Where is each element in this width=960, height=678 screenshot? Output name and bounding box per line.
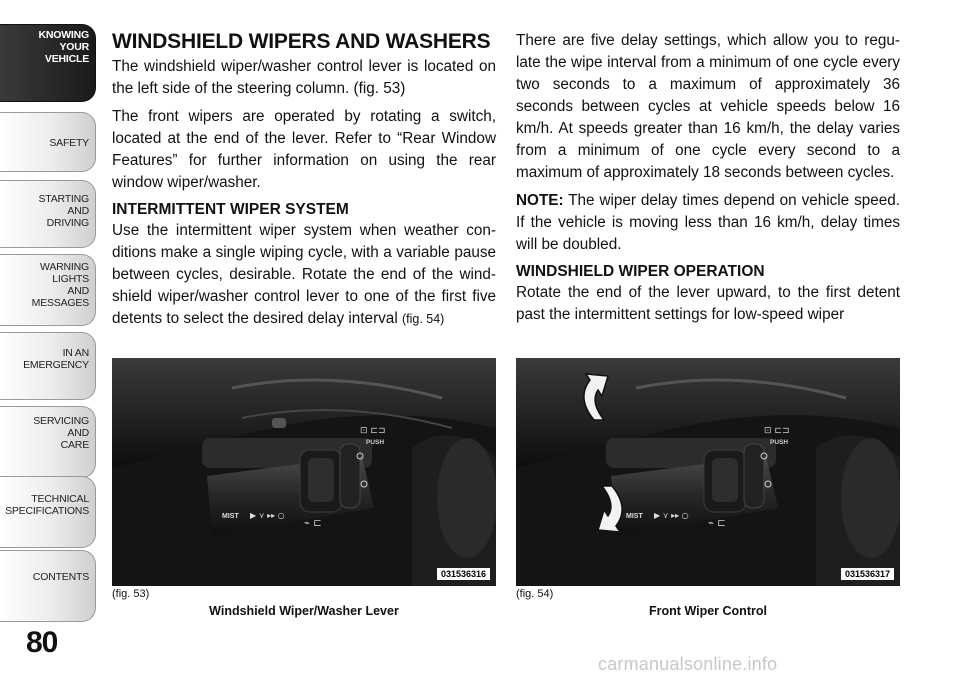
right-column <box>516 30 900 332</box>
page-number: 80 <box>26 626 58 659</box>
front-wiper-control-illustration <box>516 358 900 586</box>
figure-code: 031536316 <box>437 568 490 580</box>
tab-warning-lights[interactable]: WARNING LIGHTS AND MESSAGES <box>0 254 96 326</box>
note <box>516 190 900 256</box>
figure-wiper-lever-photo <box>112 358 496 586</box>
rear-wiper-symbols: ⊡ ⊏⊐ <box>764 426 790 436</box>
mist-label: MIST <box>222 513 239 520</box>
figure-front-wiper-control-photo <box>516 358 900 586</box>
figure-code: 031536317 <box>841 568 894 580</box>
wiper-speed-symbols: ▶ ⋎ ▸▸ ○ <box>250 511 285 520</box>
figure-caption: Front Wiper Control <box>649 604 767 618</box>
tab-in-an-emergency[interactable]: IN AN EMERGENCY <box>0 332 96 400</box>
paragraph-intermittent: Use the intermittent wiper system when weather con-ditions make a single wiping cycle, with a variable pause between cycles, desirable. Rotate the end of the wind-shield wiper/washer control lever to one of the first five detents to select the desired delay interval (fig. 54) <box>112 222 496 327</box>
paragraph-delay-settings: There are five delay settings, which allow you to regu-late the wipe interval from a minimum of one cycle every two seconds to a maximum of approximately 36 seconds between cycles at vehicle speeds below 16 km/h. At speeds greater than 16 km/h, the delay varies from a minimum of one cycle every second to a maximum of approximately 18 seconds between cycles. <box>516 32 900 181</box>
subheading-intermittent: INTERMITTENT WIPER SYSTEM <box>112 201 349 218</box>
rear-wiper-symbols: ⊡ ⊏⊐ <box>360 426 386 436</box>
tab-contents[interactable]: CONTENTS <box>0 550 96 622</box>
wiper-symbol: ⌁ ⊏ <box>304 518 322 529</box>
paragraph-front-wipers: The front wipers are operated by rotating a switch, located at the end of the lever. Refer to “Rear Window Features” for further information on using the rear window wiper/washer. <box>112 108 496 191</box>
wiper-lever-illustration <box>112 358 496 586</box>
tab-knowing-your-vehicle[interactable]: KNOWING YOUR VEHICLE <box>0 24 96 102</box>
paragraph-wiper-operation: Rotate the end of the lever upward, to the first detent past the intermittent settings for low-speed wiper <box>516 284 900 323</box>
section-heading: WINDSHIELD WIPERS AND WASHERS <box>112 30 491 53</box>
left-column <box>112 30 496 336</box>
paragraph-lever-location: The windshield wiper/washer control lever is located on the left side of the steering column. (fig. 53) <box>112 58 496 97</box>
figure-caption: Windshield Wiper/Washer Lever <box>209 604 399 618</box>
figure-label: (fig. 54) <box>516 588 554 600</box>
figure-label: (fig. 53) <box>112 588 150 600</box>
tab-technical-specifications[interactable]: TECHNICAL SPECIFICATIONS <box>0 476 96 548</box>
push-label: PUSH <box>770 439 789 446</box>
watermark: carmanualsonline.info <box>598 654 778 674</box>
tab-safety[interactable]: SAFETY <box>0 112 96 172</box>
tab-starting-and-driving[interactable]: STARTING AND DRIVING <box>0 180 96 248</box>
push-label: PUSH <box>366 439 385 446</box>
fig-reference: (fig. 54) <box>401 312 445 326</box>
subheading-wiper-operation: WINDSHIELD WIPER OPERATION <box>516 263 765 280</box>
mist-label: MIST <box>626 513 643 520</box>
wiper-symbol: ⌁ ⊏ <box>708 518 726 529</box>
note-text: The wiper delay times depend on vehicle speed. If the vehicle is moving less than 16 km/h, delay times will be doubled. <box>516 192 900 253</box>
note-label: NOTE: <box>516 192 564 209</box>
tab-servicing-and-care[interactable]: SERVICING AND CARE <box>0 406 96 478</box>
wiper-speed-symbols: ▶ ⋎ ▸▸ ○ <box>654 511 689 520</box>
